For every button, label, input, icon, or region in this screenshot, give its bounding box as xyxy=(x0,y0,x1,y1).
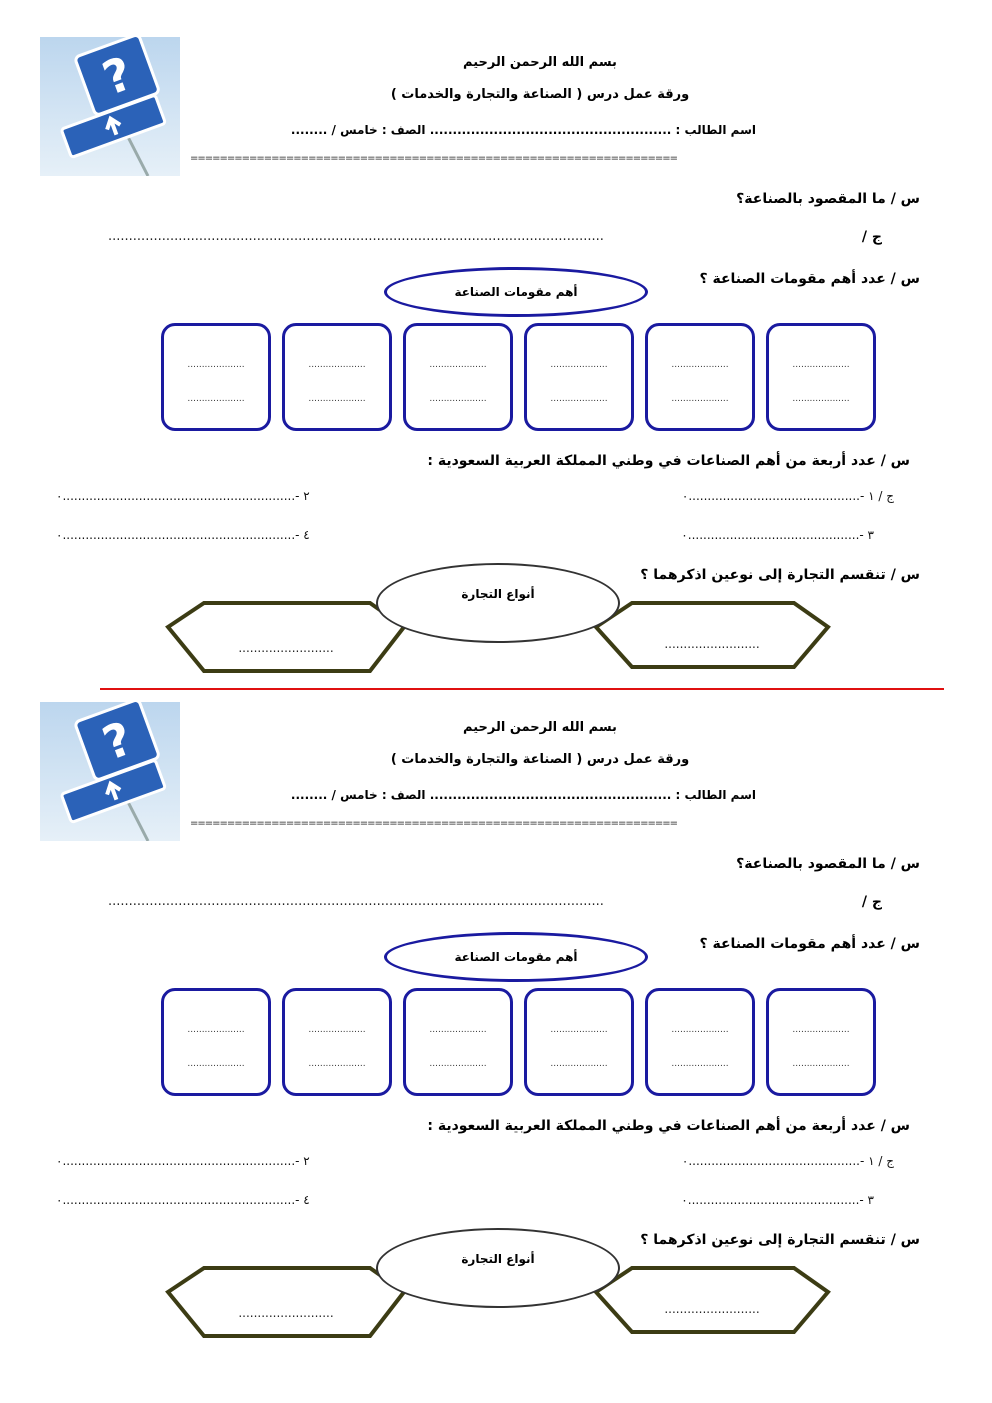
pillar-box[interactable]: .................... .................... xyxy=(282,988,392,1096)
student-info-line: اسم الطالب : ..................................................... الصف : خامس / ........ xyxy=(290,788,756,802)
industry-answer-1[interactable]: ج / ١ -.............................................٠ xyxy=(681,1154,894,1168)
question-4: س / تنقسم التجارة إلى نوعين اذكرهما ؟ xyxy=(640,1232,920,1248)
pillars-oval-label: أهم مقومات الصناعة xyxy=(454,950,578,964)
worksheet-title: ورقة عمل درس ( الصناعة والتجارة والخدمات ) xyxy=(390,87,690,102)
question-1: س / ما المقصود بالصناعة؟ xyxy=(736,191,920,207)
header-separator: ================================================================== xyxy=(190,818,678,829)
question-sign-icon xyxy=(40,37,180,176)
trade-type-answer-right[interactable]: ......................... xyxy=(664,1302,760,1316)
svg-text:?: ? xyxy=(95,710,140,771)
pillar-box[interactable]: .................... .................... xyxy=(403,988,513,1096)
header-separator: ================================================================== xyxy=(190,153,678,164)
answer-line[interactable]: ........................................................................................................................ xyxy=(108,229,604,244)
trade-type-hexagon-left xyxy=(168,1268,404,1336)
trade-type-answer-left[interactable]: ......................... xyxy=(238,641,334,655)
pillar-box[interactable]: .................... .................... xyxy=(161,988,271,1096)
student-info-line: اسم الطالب : ..................................................... الصف : خامس / ........ xyxy=(290,123,756,137)
cut-line xyxy=(100,688,944,690)
trade-types-oval xyxy=(376,1228,620,1308)
pillar-box[interactable]: .................... .................... xyxy=(524,988,634,1096)
pillar-box[interactable]: .................... .................... xyxy=(645,323,755,431)
industry-answer-3[interactable]: ٣ -.............................................٠ xyxy=(681,528,874,542)
basmala: بسم الله الرحمن الرحيم xyxy=(463,55,617,70)
pillars-oval-label: أهم مقومات الصناعة xyxy=(454,285,578,299)
trade-type-hexagon-right xyxy=(596,603,828,667)
pillars-oval xyxy=(384,267,648,317)
trade-types-oval xyxy=(376,563,620,643)
industry-answer-2[interactable]: ٢ -.............................................................٠ xyxy=(56,489,310,503)
industry-answer-3[interactable]: ٣ -.............................................٠ xyxy=(681,1193,874,1207)
question-1: س / ما المقصود بالصناعة؟ xyxy=(736,856,920,872)
svg-text:?: ? xyxy=(95,45,140,106)
basmala: بسم الله الرحمن الرحيم xyxy=(463,720,617,735)
trade-type-answer-right[interactable]: ......................... xyxy=(664,637,760,651)
industry-answer-4[interactable]: ٤ -.............................................................٠ xyxy=(56,528,310,542)
pillar-box[interactable]: .................... .................... xyxy=(766,323,876,431)
worksheet-top xyxy=(0,37,992,702)
question-2: س / عدد أهم مقومات الصناعة ؟ xyxy=(699,271,920,287)
pillar-box[interactable]: .................... .................... xyxy=(161,323,271,431)
trade-type-answer-left[interactable]: ......................... xyxy=(238,1306,334,1320)
pillars-oval xyxy=(384,932,648,982)
question-sign-icon xyxy=(40,702,180,841)
industry-answer-4[interactable]: ٤ -.............................................................٠ xyxy=(56,1193,310,1207)
question-4: س / تنقسم التجارة إلى نوعين اذكرهما ؟ xyxy=(640,567,920,583)
answer-line[interactable]: ........................................................................................................................ xyxy=(108,894,604,909)
question-2: س / عدد أهم مقومات الصناعة ؟ xyxy=(699,936,920,952)
industry-answer-2[interactable]: ٢ -.............................................................٠ xyxy=(56,1154,310,1168)
industry-answer-1[interactable]: ج / ١ -.............................................٠ xyxy=(681,489,894,503)
pillar-box[interactable]: .................... .................... xyxy=(645,988,755,1096)
pillar-box[interactable]: .................... .................... xyxy=(766,988,876,1096)
worksheet-title: ورقة عمل درس ( الصناعة والتجارة والخدمات ) xyxy=(390,752,690,767)
question-3: س / عدد أربعة من أهم الصناعات في وطني المملكة العربية السعودية : xyxy=(427,453,910,469)
question-3: س / عدد أربعة من أهم الصناعات في وطني المملكة العربية السعودية : xyxy=(427,1118,910,1134)
pillar-box[interactable]: .................... .................... xyxy=(524,323,634,431)
trade-type-hexagon-right xyxy=(596,1268,828,1332)
pillar-box[interactable]: .................... .................... xyxy=(403,323,513,431)
trade-types-oval-label: أنواع التجارة xyxy=(461,587,535,601)
trade-types-oval-label: أنواع التجارة xyxy=(461,1252,535,1266)
answer-prefix: ج / xyxy=(861,894,882,910)
pillar-box[interactable]: .................... .................... xyxy=(282,323,392,431)
trade-type-hexagon-left xyxy=(168,603,404,671)
worksheet-bottom xyxy=(0,702,992,1367)
answer-prefix: ج / xyxy=(861,229,882,245)
